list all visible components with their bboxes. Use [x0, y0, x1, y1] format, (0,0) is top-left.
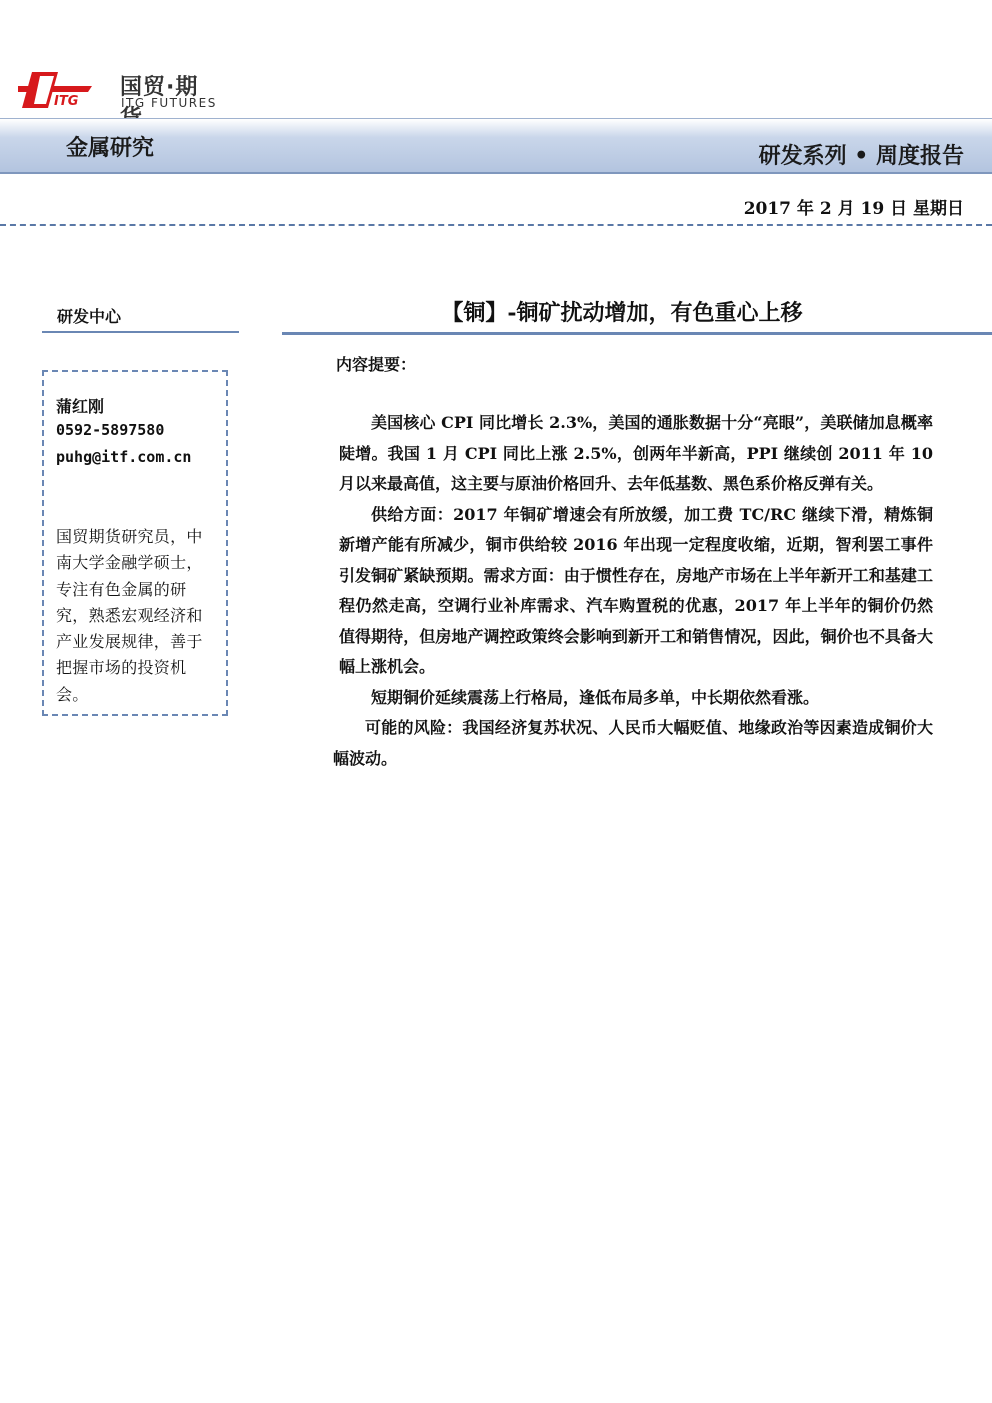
title-divider	[282, 332, 992, 335]
logo-mark-text: ITG	[54, 94, 79, 108]
summary-label: 内容提要：	[336, 355, 417, 374]
itg-logo-icon	[18, 72, 92, 108]
paragraph-risk: 可能的风险：我国经济复苏状况、人民币大幅贬值、地缘政治等因素造成铜价大幅波动。	[333, 718, 933, 768]
paragraph-outlook: 短期铜价延续震荡上行格局，逢低布局多单，中长期依然看涨。	[371, 687, 820, 707]
article-title: 【铜】-铜矿扰动增加，有色重心上移	[441, 300, 803, 326]
company-logo	[18, 68, 218, 112]
report-date: 2017 年 2 月 19 日 星期日	[743, 199, 964, 219]
author-name: 蒲红刚	[56, 397, 105, 416]
author-bio: 国贸期货研究员，中南大学金融学硕士，专注有色金属的研究，熟悉宏观经济和产业发展规律，善于把握市场的投资机会。	[56, 527, 203, 704]
paragraph-supply-demand: 供给方面：2017 年铜矿增速会有所放缓，加工费 TC/RC 继续下滑，精炼铜新增产能有所减少，铜市供给较 2016 年出现一定程度收缩，近期，智利罢工事件引发铜矿紧缺预期。需求方面：由于惯性存在，房地产市场在上半年新开工和基建工程仍然走高，空调行业补库需求、汽车购置税的优惠，2017 年上半年的铜价仍然值得期待，但房地产调控政策终会影响到新开工和销售情况，因此，铜价也不具备大幅上涨机会。	[339, 504, 933, 676]
logo-chinese-name: 国贸·期	[120, 75, 199, 100]
author-email[interactable]: puhg@itf.com.cn	[56, 448, 192, 466]
report-series: 研发系列 • 周度报告	[758, 143, 964, 169]
article-body	[333, 408, 933, 774]
header-divider	[0, 224, 992, 226]
report-category: 金属研究	[66, 135, 155, 161]
sidebar-divider	[42, 331, 239, 333]
author-phone: 0592-5897580	[56, 421, 165, 439]
sidebar-section-label: 研发中心	[57, 307, 122, 326]
logo-english-name: ITG FUTURES	[121, 96, 217, 110]
author-box	[42, 370, 228, 716]
header-banner	[0, 118, 992, 174]
paragraph-inflation: 美国核心 CPI 同比增长 2.3%，美国的通胀数据十分“亮眼”，美联储加息概率陡增。我国 1 月 CPI 同比上涨 2.5%，创两年半新高，PPI 继续创 2011 年 10 月以来最高值，这主要与原油价格回升、去年低基数、黑色系价格反弹有关。	[339, 413, 933, 493]
